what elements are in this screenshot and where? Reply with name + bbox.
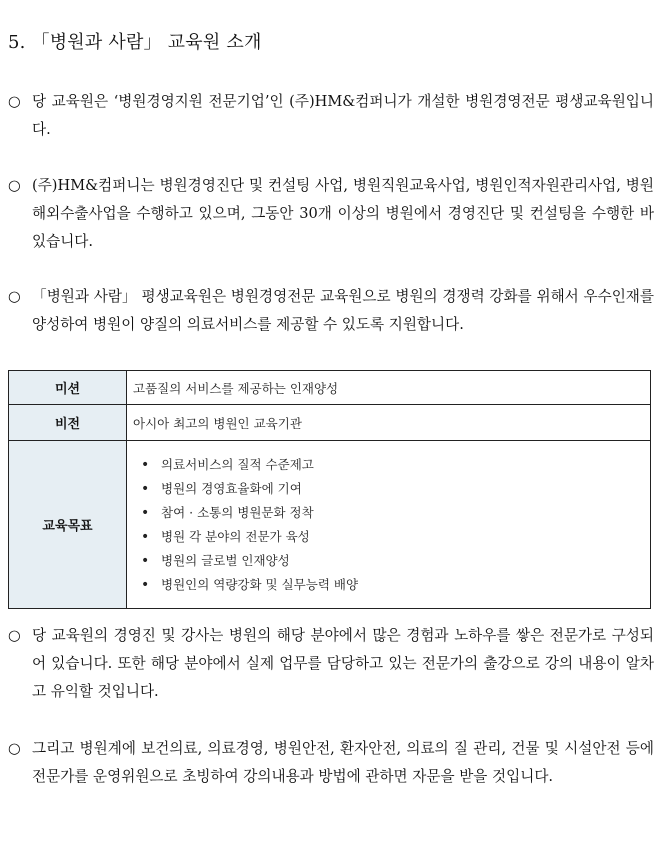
circle-bullet-icon: ○	[8, 177, 21, 194]
intro-paragraph	[8, 88, 654, 144]
section-heading: 5. 「병원과 사람」 교육원 소개	[8, 32, 262, 53]
goal-item: • 의료서비스의 질적 수준제고	[141, 453, 649, 477]
goals-row	[9, 441, 651, 609]
goals-list	[133, 453, 649, 597]
advisors-paragraph	[8, 735, 654, 791]
goal-item: • 병원 각 분야의 전문가 육성	[141, 525, 649, 549]
company-paragraph	[8, 172, 654, 256]
goal-item: • 병원의 글로벌 인재양성	[141, 549, 649, 573]
goal-item: • 참여 · 소통의 병원문화 정착	[141, 501, 649, 525]
circle-bullet-icon: ○	[8, 627, 21, 644]
circle-bullet-icon: ○	[8, 740, 21, 757]
goals-label: 교육목표	[9, 441, 127, 609]
circle-bullet-icon: ○	[8, 288, 21, 305]
vision-row	[9, 405, 651, 441]
circle-bullet-icon: ○	[8, 93, 21, 110]
goal-item: • 병원의 경영효율화에 기여	[141, 477, 649, 501]
mission-vision-table	[8, 370, 651, 609]
staff-paragraph-text: 당 교육원의 경영진 및 강사는 병원의 해당 분야에서 많은 경험과 노하우를 쌓은 전문가로 구성되어 있습니다. 또한 해당 분야에서 실제 업무를 담당하고 있는 전문가의 출강으로 강의 내용이 알차고 유익할 것입니다.	[32, 627, 654, 700]
intro-paragraph-text: 당 교육원은 ‘병원경영지원 전문기업’인 (주)HM&컴퍼니가 개설한 병원경영전문 평생교육원입니다.	[32, 93, 654, 138]
mission-row	[9, 371, 651, 405]
mission-value: 고품질의 서비스를 제공하는 인재양성	[127, 371, 651, 405]
vision-value: 아시아 최고의 병원인 교육기관	[127, 405, 651, 441]
advisors-paragraph-text: 그리고 병원계에 보건의료, 의료경영, 병원안전, 환자안전, 의료의 질 관리, 건물 및 시설안전 등에 전문가를 운영위원으로 초빙하여 강의내용과 방법에 관하면 자문을 받을 것입니다.	[32, 740, 654, 785]
goals-cell	[127, 441, 651, 609]
staff-paragraph	[8, 622, 654, 706]
institute-paragraph	[8, 283, 654, 339]
mission-label: 미션	[9, 371, 127, 405]
vision-label: 비전	[9, 405, 127, 441]
goal-item: • 병원인의 역량강화 및 실무능력 배양	[141, 573, 649, 597]
company-paragraph-text: (주)HM&컴퍼니는 병원경영진단 및 컨설팅 사업, 병원직원교육사업, 병원인적자원관리사업, 병원해외수출사업을 수행하고 있으며, 그동안 30개 이상의 병원에서 경영진단 및 컨설팅을 수행한 바 있습니다.	[32, 177, 654, 250]
institute-paragraph-text: 「병원과 사람」 평생교육원은 병원경영전문 교육원으로 병원의 경쟁력 강화를 위해서 우수인재를 양성하여 병원이 양질의 의료서비스를 제공할 수 있도록 지원합니다.	[32, 288, 654, 333]
